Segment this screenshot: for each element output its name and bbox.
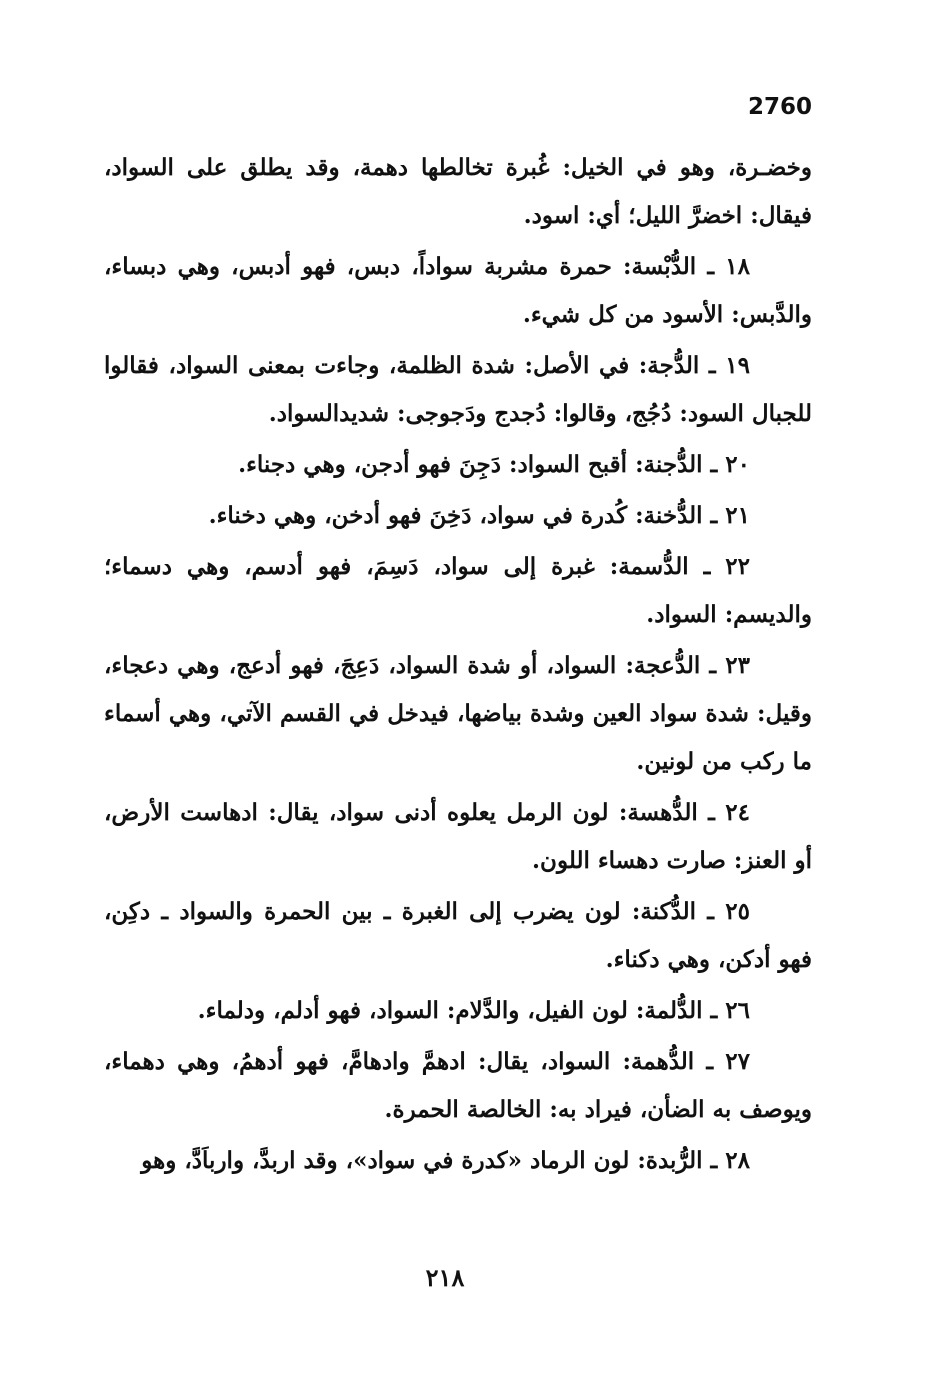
paragraph-entry-28: ٢٨ ـ الرُّبدة: لون الرماد «كدرة في سواد»، وقد اربدَّ، وارباَدَّ، وهو (141, 1147, 750, 1174)
paragraph-entry-20: ٢٠ ـ الدُّجنة: أقبح السواد: دَجِنَ فهو أدجن، وهي دجناء. (238, 451, 750, 478)
paragraph-entry-25: ٢٥ ـ الدُّكنة: لون يضرب إلى الغبرة ـ بين الحمرة والسواد ـ دكِن، فهو أدكن، وهي دكناء. (104, 898, 812, 973)
body-text (104, 144, 812, 1188)
paragraph-entry-24: ٢٤ ـ الدُّهسة: لون الرمل يعلوه أدنى سواد، يقال: ادهاست الأرض، أو العنز: صارت دهساء اللون. (104, 799, 812, 874)
page-number-top: 2760 (747, 94, 812, 120)
paragraph-entry-19: ١٩ ـ الدُّجة: في الأصل: شدة الظلمة، وجاءت بمعنى السواد، فقالوا للجبال السود: دُجُج، وقالوا: دُجدج ودَجوجى: شديدالسواد. (104, 352, 812, 427)
paragraph-entry-22: ٢٢ ـ الدُّسمة: غبرة إلى سواد، دَسِمَ، فهو أدسم، وهي دسماء؛ والديسم: السواد. (104, 553, 812, 628)
paragraph-entry-18: ١٨ ـ الدُّبْسة: حمرة مشربة سواداً، دبس، فهو أدبس، وهي دبساء، والدَّبس: الأسود من كل شيء. (104, 253, 812, 328)
paragraph-entry-26: ٢٦ ـ الدُّلمة: لون الفيل، والدَّلام: السواد، فهو أدلم، ودلماء. (197, 997, 750, 1024)
paragraph-continuation: وخضـرة، وهو في الخيل: غُبرة تخالطها دهمة، وقد يطلق على السواد، فيقال: اخضرَّ الليل؛ أي: اسود. (104, 154, 812, 229)
paragraph-entry-21: ٢١ ـ الدُّخنة: كُدرة في سواد، دَخِنَ فهو أدخن، وهي دخناء. (208, 502, 750, 529)
page-number-bottom: ٢١٨ (425, 1263, 465, 1292)
paragraph-entry-27: ٢٧ ـ الدُّهمة: السواد، يقال: ادهمَّ وادهامَّ، فهو أدهمُ، وهي دهماء، ويوصف به الضأن، فيراد به: الخالصة الحمرة. (104, 1048, 812, 1123)
paragraph-entry-23: ٢٣ ـ الدُّعجة: السواد، أو شدة السواد، دَعِجَ، فهو أدعج، وهي دعجاء، وقيل: شدة سواد العين وشدة بياضها، فيدخل في القسم الآتي، وهي أسماء ما ركب من لونين. (104, 652, 812, 775)
